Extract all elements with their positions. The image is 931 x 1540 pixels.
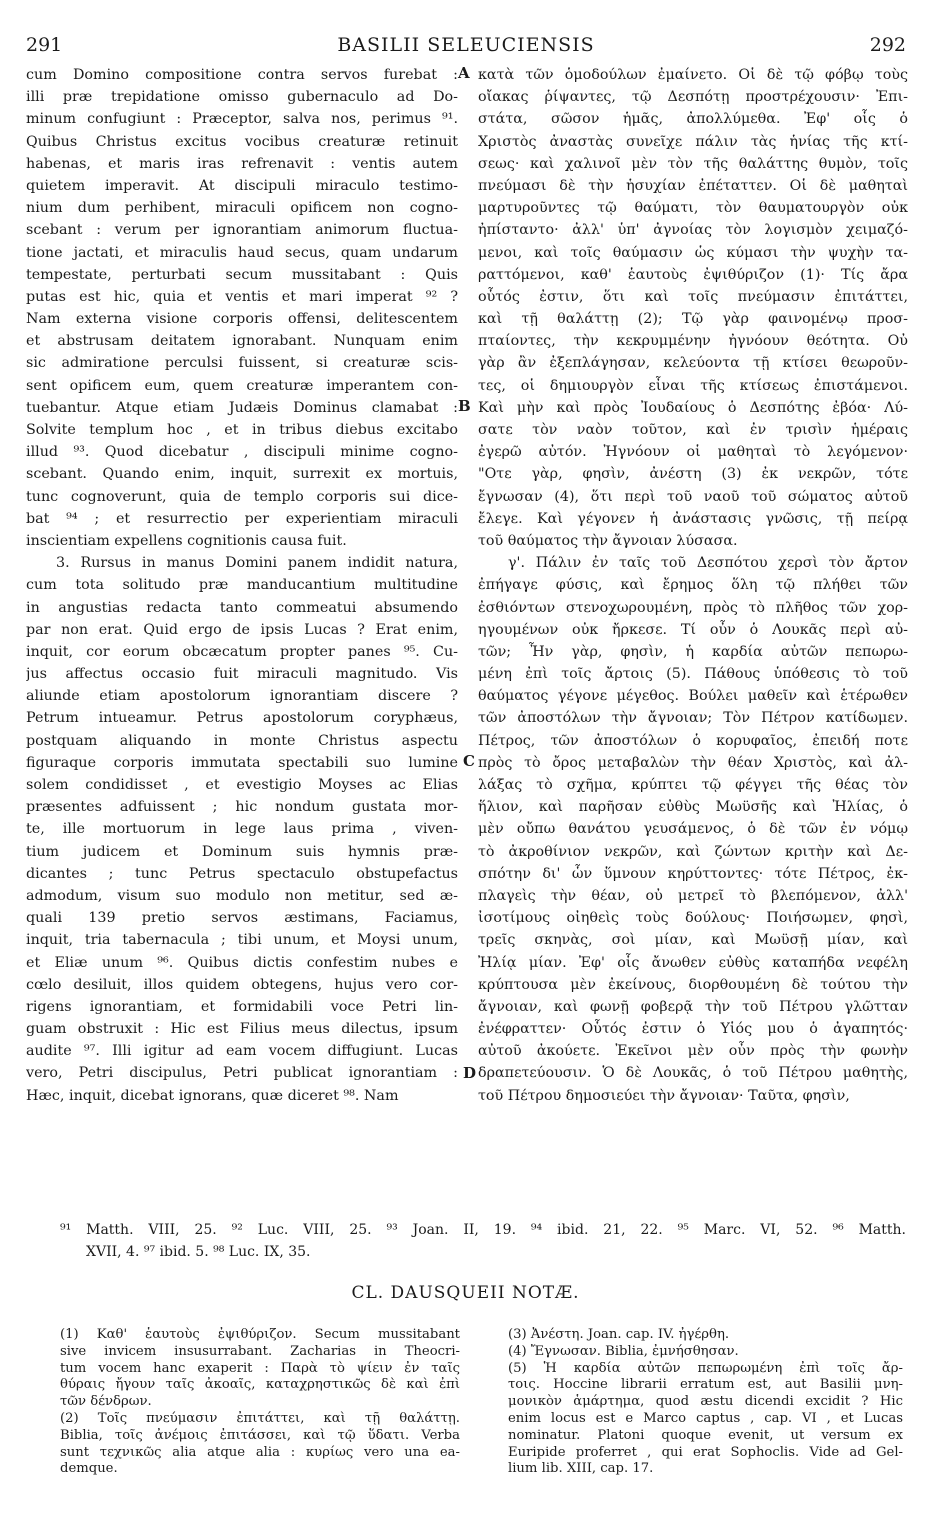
text-line: τὸ ἀκροθίνιον νεκρῶν, καὶ ζώντων κριτὴν καὶ Δε- [478,843,908,860]
text-line: tum vocem hanc exaperit : Παρὰ τὸ ψίειν ἐν ταῖς [60,1360,460,1376]
text-line: καὶ τῇ θαλάττῃ (2); Τῷ γὰρ φαινομένῳ προσ- [478,311,908,328]
text-line: bat ⁹⁴ ; et resurrectio per experientiam miraculi [26,510,458,527]
text-line: scebant. Quando enim, inquit, surrexit ex mortuis, [26,466,458,483]
text-line: ἥλιον, καὶ παρῆσαν εὐθὺς Μωϋσῆς καὶ Ἠλίας, ὁ [478,799,908,816]
text-line: enim locus est e Marco captus , cap. VI , et Lucas [508,1410,903,1426]
text-line: illud ⁹³. Quod dicebatur , discipuli minime cogno- [26,444,458,461]
text-line: λάξας τὸ σχῆμα, κρύπτει τῷ φέγγει τῆς θέας τὸν [478,777,908,793]
text-line: θύραις ἤγουν ταῖς ἀκοαῖς, καταχρηστικῶς δὲ καὶ ἐπὶ [60,1377,460,1393]
text-line: οὗτός ἐστιν, ὅτι καὶ τοῖς πνεύμασιν ἐπιτάττει, [478,288,908,305]
text-line: κατὰ τῶν ὁμοδούλων ἐμαίνετο. Οἱ δὲ τῷ φόβῳ τοὺς [478,67,908,83]
text-line: Χριστὸς ἀναστὰς συνεῖχε πάλιν τὰς ἡνίας τῆς κτί- [478,133,908,150]
text-line: tuebantur. Atque etiam Judæis Dominus clamabat : [26,399,458,416]
text-line: aliunde etiam apostolorum ignorantiam discere ? [26,688,458,705]
text-line: "Οτε γὰρ, φησὶν, ἀνέστη (3) ἐκ νεκρῶν, τότε [478,466,908,483]
text-line: te, ille mortuorum in lege laus prima , viven- [26,821,458,838]
text-line: στάτα, σῶσον ἡμᾶς, ἀπολλύμεθα. Ἐφ' οἷς ὁ [478,111,908,128]
text-line: Solvite templum hoc , et in tribus diebus excitabo [26,422,458,438]
text-line: γ'. Πάλιν ἐν ταῖς τοῦ Δεσπότου χερσὶ τὸν ἄρτον [508,555,908,572]
text-line: cum Domino compositione contra servos furebat : [26,67,458,83]
text-line: ἰσοτίμους οἰηθεὶς τοὺς δούλους· Ποιήσωμεν, φησὶ, [478,910,908,927]
text-line: Nam externa visione corporis offensi, delitescentem [26,311,458,328]
margin-marker-d: D [463,1064,477,1082]
text-line: vero, Petri discipulus, Petri publicat ignorantiam : [26,1065,458,1082]
scripture-footnotes [26,1219,906,1263]
margin-marker-b: B [458,397,471,415]
text-line: μένη ἐπὶ τοῖς ἄρτοις (5). Πάθους ὑπόθεσις τὸ τοῦ [478,666,908,683]
text-line: inquit, cor eorum obcæcatum propter panes ⁹⁵. Cu- [26,643,458,660]
text-line: (4) Ἔγνωσαν. Biblia, ἐμνήσθησαν. [508,1343,739,1359]
text-line: γὰρ ἂν ἐξεπλάγησαν, κελεύοντα τῇ κτίσει θεωροῦν- [478,355,908,372]
text-line: postquam aliquando in monte Christus aspectu [26,732,458,749]
text-line: quietem imperavit. At discipuli miraculo testimo- [26,177,458,194]
text-line: figuraque corporis immutata spectabili suo lumine [26,754,458,771]
notes-left-column [60,1327,460,1478]
text-line: (5) Ἡ καρδία αὐτῶν πεπωρωμένη ἐπὶ τοῖς ἄρ- [508,1360,903,1376]
text-line: ἄγνοιαν, καὶ φωνῇ φοβερᾷ τὴν τοῦ Πέτρου γλῶτταν [478,998,908,1015]
text-line: ἔγνωσαν (4), ὅτι περὶ τοῦ ναοῦ τοῦ σώματος αὐτοῦ [478,488,908,505]
text-line: τῶν; Ἦν γὰρ, φησὶν, ἡ καρδία αὐτῶν πεπωρω- [478,643,908,660]
text-line: πλαγεὶς τὴν θέαν, οὐ μετρεῖ τὸ βλεπόμενον, ἀλλ' [478,887,908,904]
text-line: in angustias redacta tanto commeatui absumendo [26,599,458,616]
notes-section-title: CL. DAUSQUEII NOTÆ. [351,1283,580,1303]
text-line: πνεύμασι δὲ τὴν ἡσυχίαν ἐπέταττεν. Οἱ δὲ μαθηταὶ [478,177,908,194]
text-line: cum tota solitudo præ manducantium multitudine [26,577,458,594]
text-line: μονικὸν ἁμάρτημα, quod æstu dicendi excidit ? Hic [508,1394,903,1410]
text-line: σπότην δι' ὧν ὕμνουν κηρύττοντες· τότε Πέτρος, ἐκ- [478,865,908,882]
text-line: tunc cognoverunt, quia de templo corporis sui dice- [26,488,458,505]
text-line: solem condidisset , et evestigio Moyses ac Elias [26,777,458,793]
text-line: Biblia, τοῖς ἀνέμοις ἐπιτάσσει, καὶ τῷ ὕδατι. Verba [60,1427,460,1443]
text-line: cœlo desiluit, illos quidem obtegens, hujus vero cor- [26,976,458,993]
text-line: præsentes adfuissent ; hic nondum gustata mor- [26,799,458,816]
text-line: ἔλεγε. Καὶ γέγονεν ἡ ἀνάστασις γνῶσις, τῇ πείρᾳ [478,510,908,527]
latin-text-column [26,64,458,1107]
text-line: Πέτρος, τῶν ἀποστόλων ὁ κορυφαῖος, ἐπειδή ποτε [478,732,908,749]
text-line: μαρτυροῦντες τῷ θαύματι, τὸν θαυματουργὸν οὐκ [478,200,908,217]
text-line: audite ⁹⁷. Illi igitur ad eam vocem diffugiunt. Lucas [26,1043,458,1060]
text-line: ραττόμενοι, καθ' ἑαυτοὺς ἐψιθύριζον (1)· Τίς ἄρα [478,266,908,283]
footnote-line: ⁹¹ Matth. VIII, 25. ⁹² Luc. VIII, 25. ⁹³ Joan. II, 19. ⁹⁴ ibid. 21, 22. ⁹⁵ Marc. VI, 52. ⁹⁶ Matth. [60,1222,906,1238]
text-line: et Eliæ unum ⁹⁶. Quibus dictis confestim nubes e [26,954,458,971]
text-line: δραπετεύουσιν. Ὁ δὲ Λουκᾶς, ὁ τοῦ Πέτρου μαθητὴς, [478,1065,908,1082]
text-line: inquit, tria tabernacula ; tibi unum, et Moysi unum, [26,932,458,949]
footnote-line: XVII, 4. ⁹⁷ ibid. 5. ⁹⁸ Luc. IX, 35. [86,1244,311,1260]
text-line: σατε τὸν ναὸν τοῦτον, καὶ ἐν τρισὶν ἡμέραις [478,422,908,438]
text-line: habenas, et maris iras refrenavit : ventis autem [26,155,458,172]
text-line: τῶν ἀποστόλων τὴν ἄγνοιαν; Τὸν Πέτρον κατίδωμεν. [478,710,908,727]
text-line: θαύματος γέγονε μέγεθος. Βούλει μαθεῖν καὶ ἑτέρωθεν [478,688,908,705]
text-line: Quibus Christus excitus vocibus creaturæ retinuit [26,133,458,150]
text-line: αὐτοῦ ἀκούετε. Ἐκεῖνοι μὲν οὖν πρὸς τὴν φωνὴν [478,1043,908,1060]
text-line: demque. [60,1461,118,1477]
text-line: dicantes ; tunc Petrus spectaculo obstupefactus [26,865,458,882]
text-line: sent opificem eum, quem creaturæ imperantem con- [26,377,458,394]
text-line: ἐσθιόντων στενοχωρουμένη, πρὸς τὸ πλῆθος τῶν χορ- [478,599,908,616]
text-line: κρύπτουσα μὲν ἐκείνους, διορθουμένη δὲ τούτου τὴν [478,976,908,993]
notes-right-column [508,1327,903,1478]
text-line: Petrum intueamur. Petrus apostolorum coryphæus, [26,710,458,727]
text-line: lium lib. XIII, cap. 17. [508,1461,654,1477]
running-header [26,34,906,60]
text-line: par non erat. Quid ergo de ipsis Lucas ? Erat enim, [26,621,458,638]
text-line: et abstrusam deitatem ignorabant. Nunquam enim [26,333,458,350]
text-line: ἐπήγαγε φύσις, καὶ ἔρημος ὅλη τῷ πλήθει τῶν [478,577,908,594]
text-line: putas est hic, quia et ventis et mari imperat ⁹² ? [26,288,458,305]
text-line: μὲν οὔπω θανάτου γευσάμενος, ὁ δὲ τῶν ἐν νόμῳ [478,821,908,838]
right-page-number: 292 [869,34,906,56]
text-line: πρὸς τὸ ὄρος μεταβαλὼν τὴν θέαν Χριστὸς, καὶ ἀλ- [478,754,908,771]
text-line: quali 139 pretio servos æstimans, Faciamus, [26,910,458,927]
greek-text-column [478,64,908,1107]
text-line: Ἠλίᾳ μίαν. Ἐφ' οἷς ἄνωθεν εὐθὺς καταπήδα νεφέλη [478,954,908,971]
margin-marker-c: C [463,752,475,770]
text-line: Καὶ μὴν καὶ πρὸς Ἰουδαίους ὁ Δεσπότης ἐβόα· Λύ- [478,399,908,416]
text-line: Hæc, inquit, dicebat ignorans, quæ diceret ⁹⁸. Nam [26,1087,399,1104]
text-line: τοις. Hoccine librarii erratum est, aut Basilii μνη- [508,1377,903,1393]
text-line: τῶν δένδρων. [60,1394,152,1410]
text-line: tempestate, perturbati secum mussitabant : Quis [26,266,458,283]
text-line: μενοι, καὶ τοῖς θαύμασιν ὡς κύμασι τὴν ψυχὴν τα- [478,244,908,261]
text-line: (2) Τοῖς πνεύμασιν ἐπιτάττει, καὶ τῇ θαλάττῃ. [60,1410,460,1426]
text-line: ηγουμένων οὐκ ἤρκεσε. Τί οὖν ὁ Λουκᾶς περὶ αὐ- [478,621,908,638]
text-line: τρεῖς σκηνὰς, σοὶ μίαν, καὶ Μωϋσῇ μίαν, καὶ [478,932,908,949]
text-line: σεως· καὶ χαλινοῖ μὲν τὸν τῆς θαλάττης θυμὸν, τοῖς [478,155,908,172]
text-line: rigens ignorantiam, et formidabili voce Petri lin- [26,998,458,1015]
text-line: admodum, visum suo modulo non metitur, sed æ- [26,887,458,904]
text-line: scebant : verum per ignorantiam animorum fluctua- [26,222,458,239]
text-line: (1) Καθ' ἑαυτοὺς ἐψιθύριζον. Secum mussitabant [60,1327,460,1342]
left-page-number: 291 [26,34,63,56]
text-line: tione jactati, et miraculis haud secus, quam undarum [26,244,458,261]
text-line: οἴακας ῥίψαντες, τῷ Δεσπότῃ προστρέχουσιν· Ἐπι- [478,89,908,106]
text-line: 3. Rursus in manus Domini panem indidit natura, [56,555,458,572]
text-line: inscientiam expellens cognitionis causa fuit. [26,532,347,549]
text-line: sic admiratione perculsi fuissent, si creaturæ scis- [26,355,458,372]
text-line: τοῦ θαύματος τὴν ἄγνοιαν λύσασα. [478,532,738,549]
text-line: nium dum perhibent, miraculi opificem non cogno- [26,200,458,217]
text-line: jus affectus occasio fuit miraculi magnitudo. Vis [26,666,458,683]
text-line: ἐνέφραττεν· Οὗτός ἐστιν ὁ Υἱός μου ὁ ἀγαπητός· [478,1021,908,1038]
text-line: illi præ trepidatione omisso gubernaculo ad Do- [26,89,458,106]
text-line: Euripide proferret , qui erat Sophoclis. Vide ad Gel- [508,1444,903,1460]
text-line: πταίοντες, τὴν κεκρυμμένην ἠγνόουν θεότητα. Οὐ [478,333,908,350]
margin-marker-a: A [458,64,470,82]
text-line: sunt τεχνικῶς alia atque alia : κυρίως vero una ea- [60,1444,460,1460]
text-line: sive invicem insusurrabant. Zacharias in Theocri- [60,1343,460,1359]
text-line: τες, οἱ δημιουργὸν εἶναι τῆς κτίσεως ἐπιστάμενοι. [478,377,908,394]
text-line: ἠπίσταντο· ἀλλ' ὑπ' ἀγνοίας τὸν λογισμὸν χειμαζό- [478,222,908,239]
text-line: tium judicem et Dominum suis hymnis præ- [26,843,458,860]
running-title: BASILII SELEUCIENSIS [337,34,595,56]
text-line: (3) Ἀνέστη. Joan. cap. IV. ἠγέρθη. [508,1327,730,1342]
text-line: guam obstruxit : Hic est Filius meus dilectus, ipsum [26,1021,458,1038]
text-line: ἐγερῶ αὐτόν. Ἠγνόουν οἱ μαθηταὶ τὸ λεγόμενον· [478,444,908,461]
text-line: minum confugiunt : Præceptor, salva nos, perimus ⁹¹. [26,111,458,128]
text-line: nominatur. Platoni quoque evenit, ut versum ex [508,1427,903,1443]
text-line: τοῦ Πέτρου δημοσιεύει τὴν ἄγνοιαν· Ταῦτα, φησὶν, [478,1087,850,1104]
